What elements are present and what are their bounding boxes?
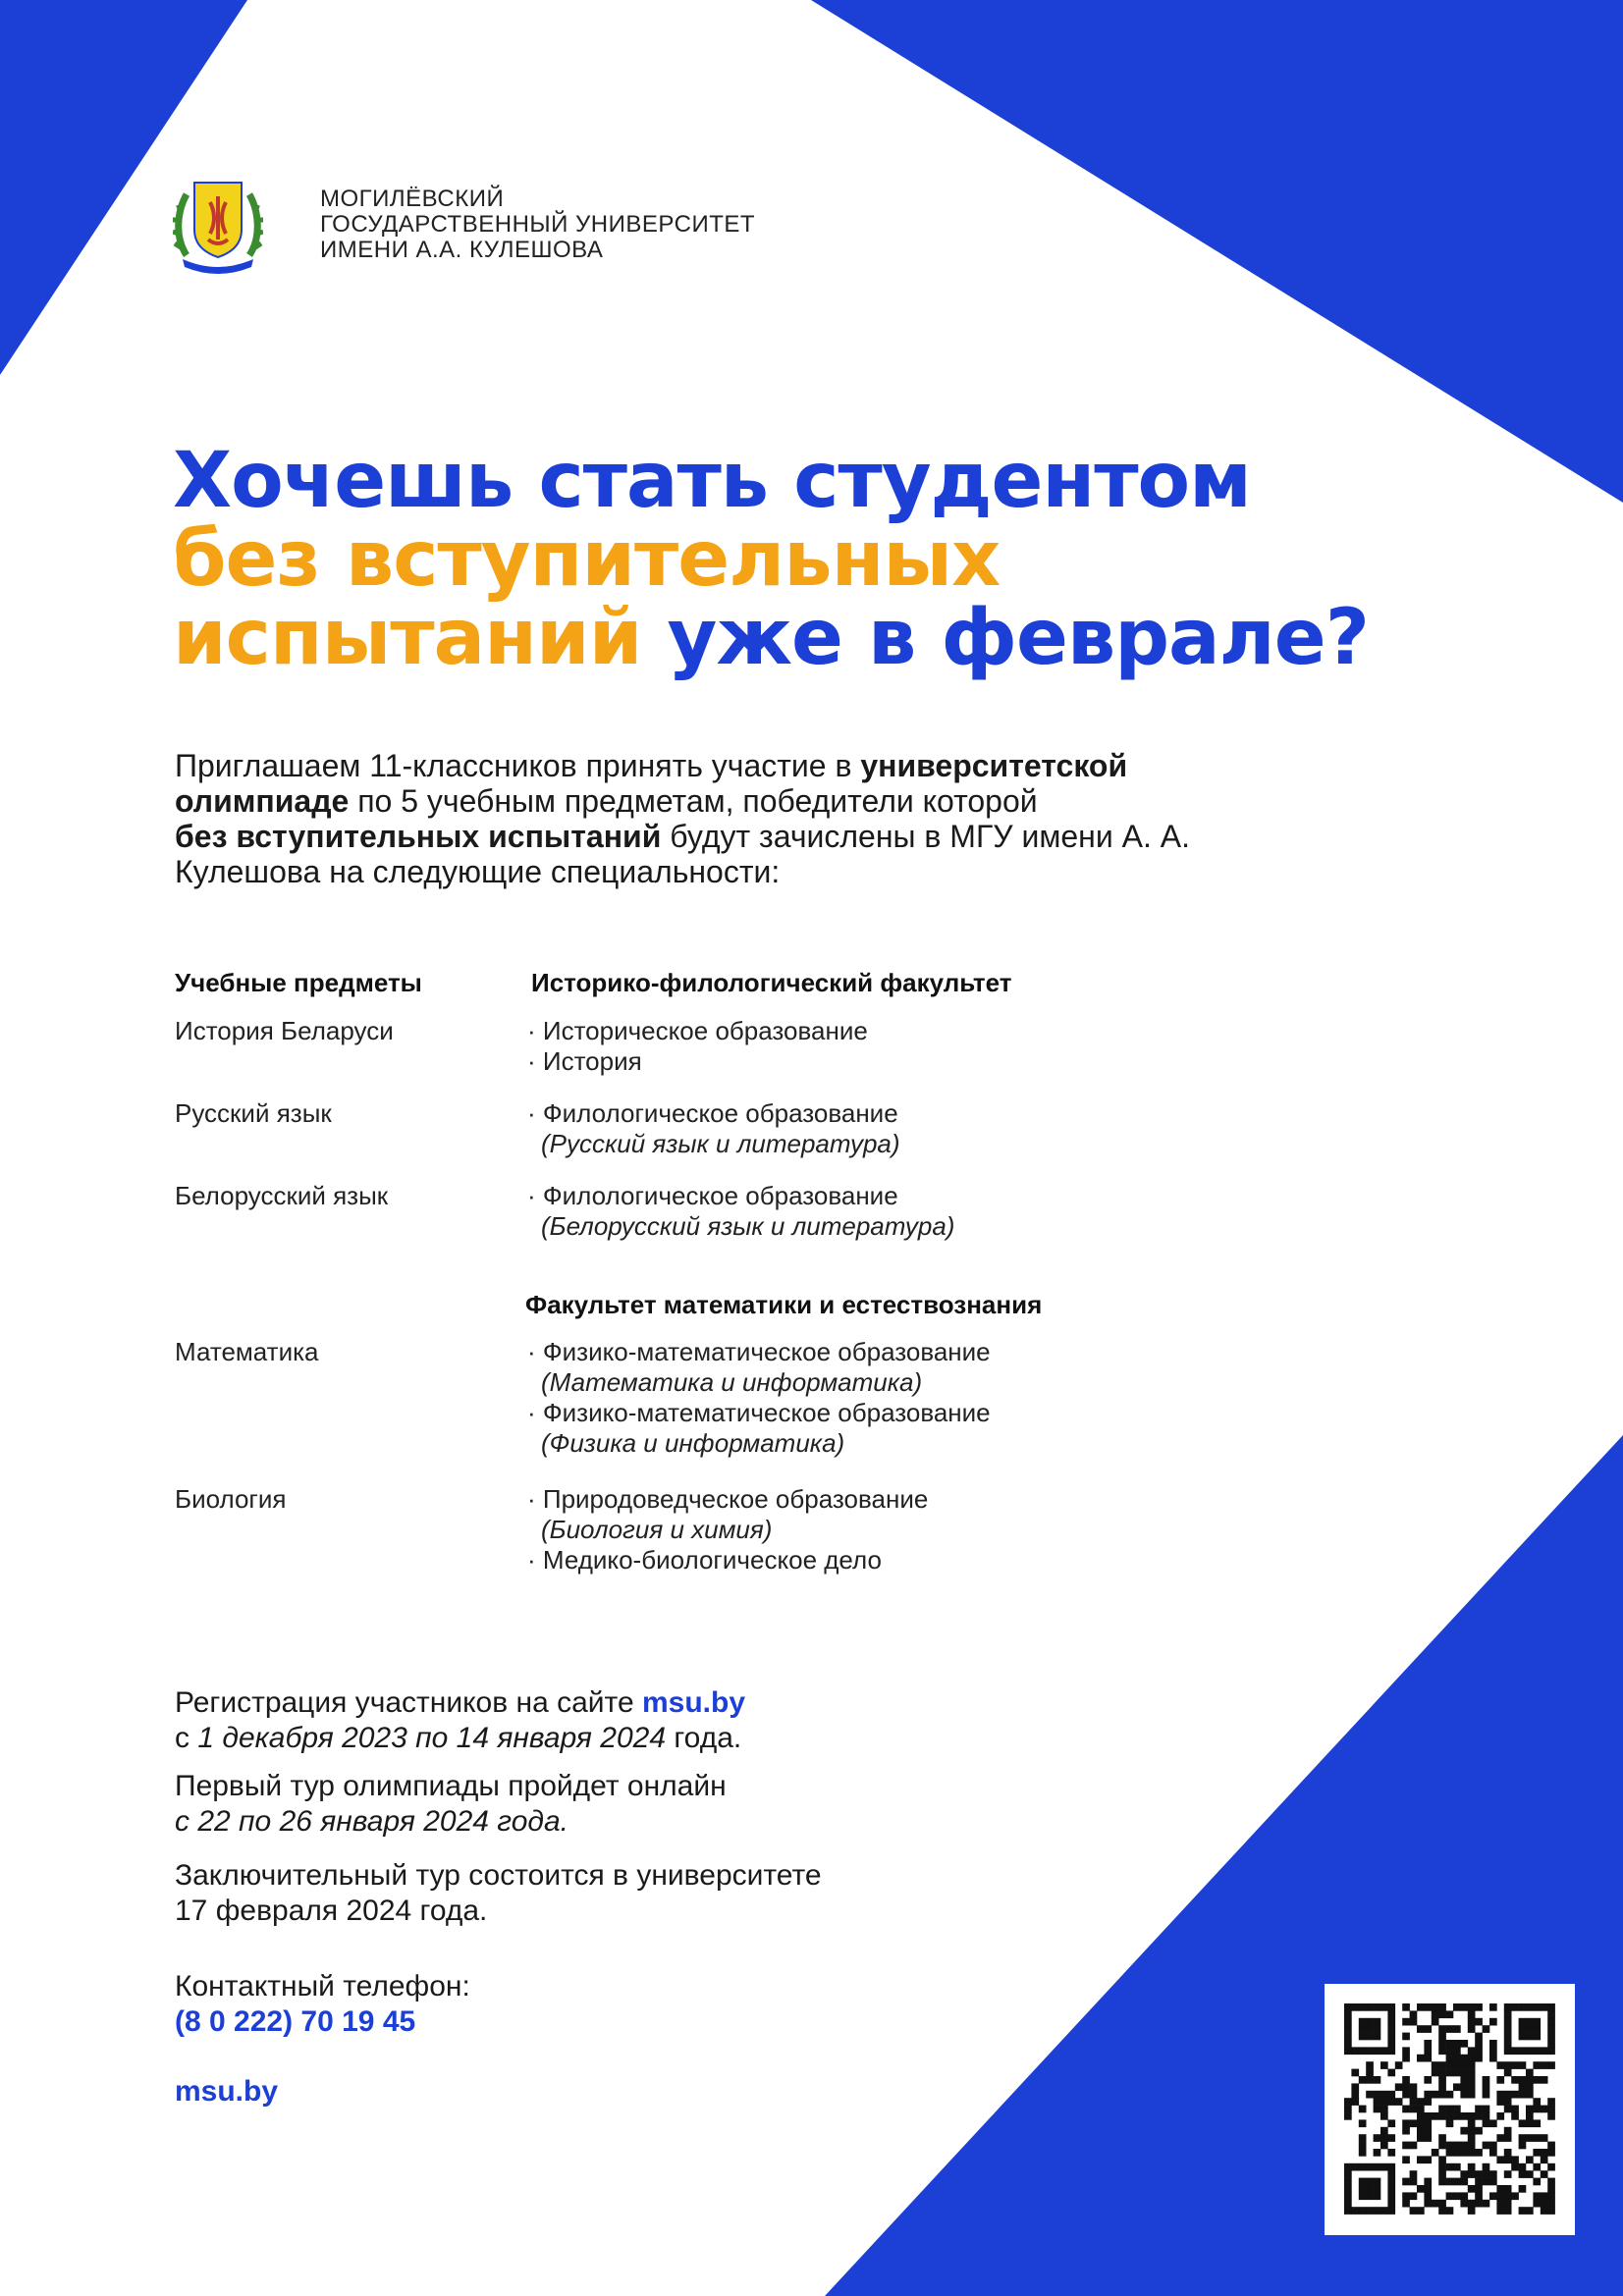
subject-russian: Русский язык xyxy=(175,1098,332,1128)
intro-text-2: по 5 учебным предметам, победители которой xyxy=(349,783,1038,819)
university-name-line-2: ГОСУДАРСТВЕННЫЙ УНИВЕРСИТЕТ xyxy=(320,211,756,238)
headline-line-2: без вступительных xyxy=(173,515,1001,604)
intro-bold-1: университетской олимпиаде xyxy=(175,748,1128,819)
specialty-note: (Физика и информатика) xyxy=(541,1428,845,1458)
coat-of-arms-icon xyxy=(173,179,263,277)
headline-line-1: Хочешь стать студентом xyxy=(173,437,1251,525)
registration-dates-line xyxy=(175,1721,745,1756)
specialties-history xyxy=(527,1016,868,1077)
specialty-note: (Биология и химия) xyxy=(541,1515,773,1544)
site-link[interactable]: msu.by xyxy=(175,2075,279,2108)
registration-link[interactable]: msu.by xyxy=(641,1686,745,1719)
subjects-header: Учебные предметы xyxy=(175,968,422,997)
registration-info xyxy=(175,1685,745,1756)
registration-text: Регистрация участников на сайте xyxy=(175,1686,642,1719)
specialties-math xyxy=(527,1337,991,1459)
registration-dates: 1 декабря 2023 по 14 января 2024 xyxy=(197,1722,667,1754)
contact-phone[interactable]: (8 0 222) 70 19 45 xyxy=(175,2005,416,2038)
specialty-item: · История xyxy=(527,1046,642,1076)
intro-text-1: Приглашаем 11-классников принять участие в xyxy=(175,748,861,783)
qr-code-icon[interactable] xyxy=(1325,1984,1575,2235)
university-name xyxy=(320,187,755,263)
specialties-biology xyxy=(527,1484,928,1575)
qr-code-box xyxy=(1325,1984,1575,2235)
first-round-dates: с 22 по 26 января 2024 года. xyxy=(175,1805,569,1838)
university-name-line-3: ИМЕНИ А.А. КУЛЕШОВА xyxy=(320,237,604,263)
final-round-info xyxy=(175,1858,822,1929)
specialty-item: · Физико-математическое образование xyxy=(527,1398,991,1427)
contact-label: Контактный телефон: xyxy=(175,1970,470,2002)
specialties-belarusian xyxy=(527,1181,954,1242)
faculty-2-header: Факультет математики и естествознания xyxy=(525,1290,1043,1319)
specialty-note: (Белорусский язык и литература) xyxy=(541,1211,955,1241)
subject-belarusian: Белорусский язык xyxy=(175,1181,389,1210)
contact-info xyxy=(175,1969,470,2040)
registration-line xyxy=(175,1685,745,1721)
subject-history: История Беларуси xyxy=(175,1016,394,1045)
university-name-line-1: МОГИЛЁВСКИЙ xyxy=(320,186,505,212)
intro-paragraph xyxy=(175,748,1304,889)
specialty-item: · Природоведческое образование xyxy=(527,1484,929,1514)
specialty-item: · Медико-биологическое дело xyxy=(527,1545,882,1575)
specialty-note: (Русский язык и литература) xyxy=(541,1129,900,1158)
first-round-text: Первый тур олимпиады пройдет онлайн xyxy=(175,1770,727,1802)
specialty-item: · Историческое образование xyxy=(527,1016,868,1045)
headline-line-3 xyxy=(173,594,1369,682)
registration-dates-prefix: с xyxy=(175,1722,198,1754)
registration-dates-suffix: года. xyxy=(666,1722,742,1754)
headline-line-3-orange: испытаний xyxy=(173,594,642,682)
specialty-item: · Филологическое образование xyxy=(527,1098,898,1128)
headline-line-3-blue: уже в феврале? xyxy=(667,594,1369,682)
specialty-note: (Математика и информатика) xyxy=(541,1367,923,1397)
subject-math: Математика xyxy=(175,1337,319,1366)
specialty-item: · Филологическое образование xyxy=(527,1181,898,1210)
intro-bold-2: без вступительных испытаний xyxy=(175,819,662,854)
university-logo xyxy=(173,179,263,277)
first-round-info xyxy=(175,1769,727,1840)
specialties-russian xyxy=(527,1098,900,1159)
final-round-date: 17 февраля 2024 года. xyxy=(175,1895,488,1927)
final-round-text: Заключительный тур состоится в университете xyxy=(175,1859,822,1892)
faculty-1-header: Историко-филологический факультет xyxy=(531,968,1012,997)
top-right-blue-triangle xyxy=(811,0,1623,503)
intro-text-3: будут зачислены в МГУ имени А. А. Кулешова на следующие специальности: xyxy=(175,819,1190,889)
specialty-item: · Физико-математическое образование xyxy=(527,1337,991,1366)
subject-biology: Биология xyxy=(175,1484,287,1514)
headline xyxy=(173,437,1369,682)
